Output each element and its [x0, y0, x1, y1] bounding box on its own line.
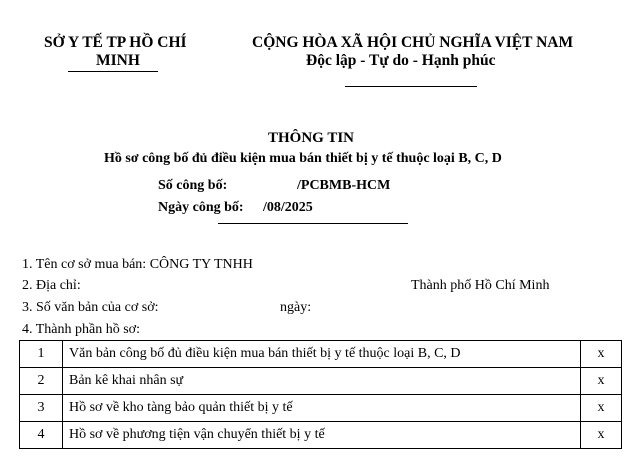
announcement-date-value: /08/2025 [263, 200, 313, 215]
row-check-mark: x [581, 341, 622, 368]
document-subheading: Hồ sơ công bố đủ điều kiện mua bán thiết bị y tế thuộc loại B, C, D [104, 151, 502, 166]
documents-table [19, 340, 622, 449]
table-row [20, 395, 622, 422]
nation-motto: Độc lập - Tự do - Hạnh phúc [306, 52, 496, 69]
row-check-mark: x [581, 368, 622, 395]
table-row [20, 368, 622, 395]
row-number: 3 [20, 395, 63, 422]
nation-title: CỘNG HÒA XÃ HỘI CHỦ NGHĨA VIỆT NAM [252, 34, 574, 51]
business-name-field: 1. Tên cơ sở mua bán: CÔNG TY TNHH [22, 257, 253, 272]
table-row [20, 422, 622, 449]
document-date-label: ngày: [280, 300, 312, 315]
row-content: Văn bản công bố đủ điều kiện mua bán thiết bị y tế thuộc loại B, C, D [63, 341, 581, 368]
title-underline [218, 223, 408, 224]
announcement-no-value: /PCBMB-HCM [297, 178, 391, 193]
announcement-no-label: Số công bố: [158, 178, 228, 193]
dossier-components-label: 4. Thành phần hồ sơ: [22, 322, 140, 337]
row-check-mark: x [581, 422, 622, 449]
row-content: Hồ sơ về phương tiện vận chuyển thiết bị y tế [63, 422, 581, 449]
document-number-label: 3. Số văn bản của cơ sở: [22, 300, 159, 315]
row-content: Hồ sơ về kho tàng bảo quản thiết bị y tế [63, 395, 581, 422]
row-number: 2 [20, 368, 63, 395]
agency-name-line1: SỞ Y TẾ TP HỒ CHÍ [44, 34, 187, 51]
row-check-mark: x [581, 395, 622, 422]
document-heading: THÔNG TIN [268, 130, 354, 146]
agency-name-line2: MINH [96, 52, 140, 69]
announcement-date-label: Ngày công bố: [158, 200, 244, 215]
table-row [20, 341, 622, 368]
agency-underline [68, 71, 158, 72]
row-content: Bản kê khai nhân sự [63, 368, 581, 395]
motto-underline [345, 86, 477, 87]
address-city: Thành phố Hồ Chí Minh [411, 278, 550, 293]
row-number: 4 [20, 422, 63, 449]
address-label: 2. Địa chỉ: [22, 278, 81, 293]
row-number: 1 [20, 341, 63, 368]
